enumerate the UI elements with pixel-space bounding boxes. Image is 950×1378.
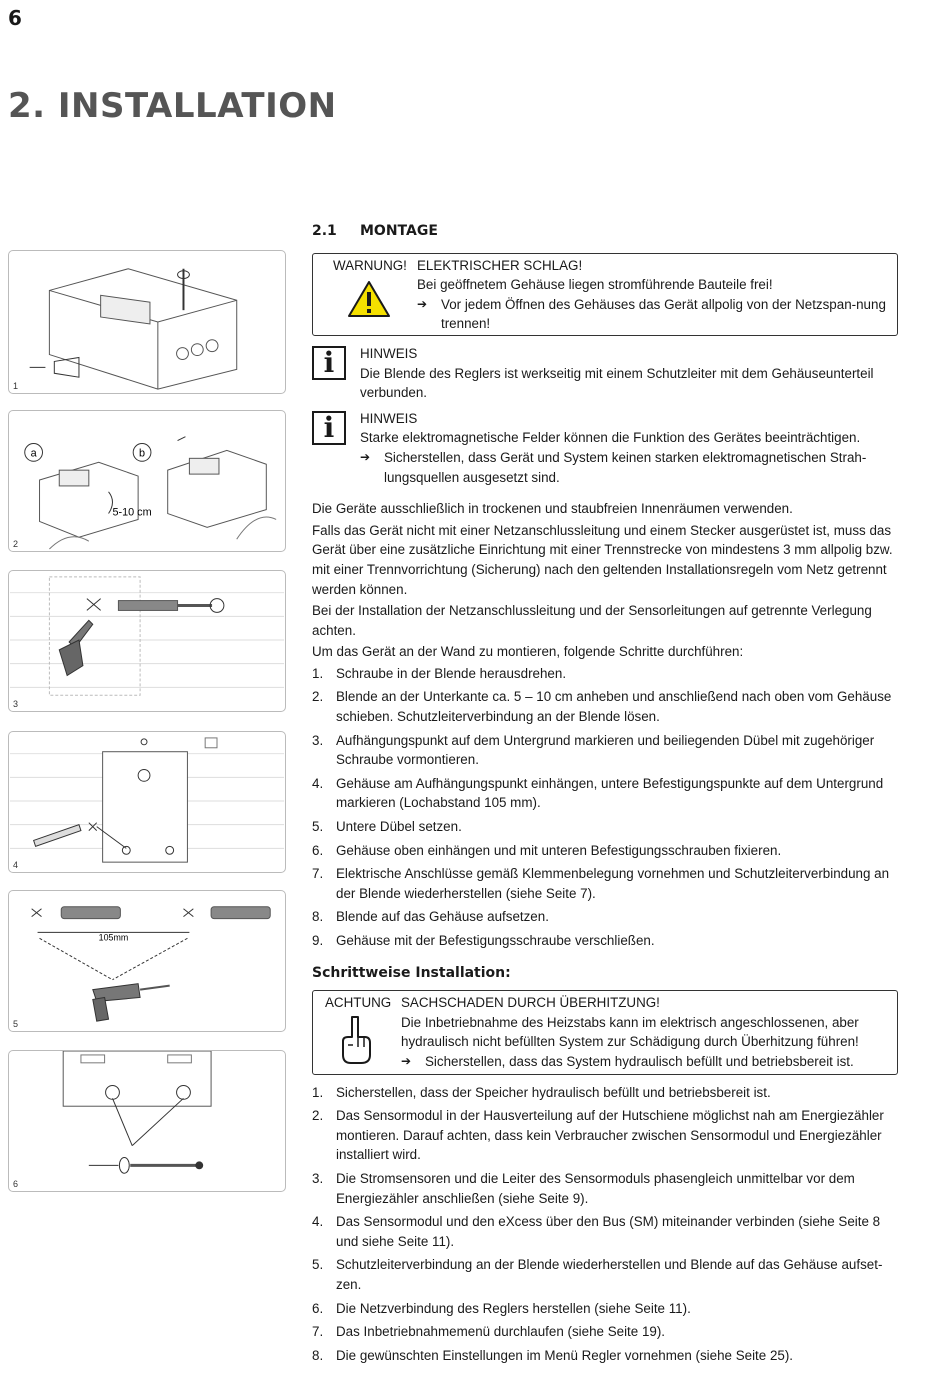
stepwise-title: Schrittweise Installation:: [312, 964, 511, 981]
caution-box: [312, 990, 898, 1074]
list-item: 6. Die Netzverbindung des Reglers herstellen (siehe Seite 11).: [312, 1300, 691, 1316]
cover-removal-illustration: [9, 411, 285, 551]
lower-dowels-illustration: [9, 891, 285, 1031]
info-icon: i: [312, 411, 346, 445]
list-item: 3. Aufhängungspunkt auf dem Untergrund markieren und beiliegenden Dübel mit zugehöriger Schraube vormontieren.: [312, 732, 875, 768]
paragraph: Bei der Installation der Netzanschlussleitung und der Sensorleitungen auf getrennte Verlegung achten.: [312, 603, 872, 638]
paragraph: Die Geräte ausschließlich in trockenen und staubfreien Innenräumen verwenden.: [312, 501, 793, 517]
fix-screws-illustration: [9, 1051, 285, 1191]
info-icon: i: [312, 346, 346, 380]
list-item: 2. Blende an der Unterkante ca. 5 – 10 cm anheben und anschließend nach oben vom Gehäuse schieben. Schutzleiterverbindung an der Blende lösen.: [312, 689, 892, 725]
paragraph: Falls das Gerät nicht mit einer Netzanschlussleitung und einem Stecker ausgerüstet ist, muss das Gerät über eine zusätzliche Einrichtung mit einer Trennstrecke von mindestens 3 mm allpolig bzw. mit einer Trennvorrichtung (Sicherung) nach den geltenden Installationsregeln vom Netz getrennt werden können.: [312, 522, 893, 597]
page-number: 6: [8, 6, 22, 30]
note-text: Starke elektromagnetische Felder können die Funktion des Gerätes beeinträchtigen.: [360, 430, 861, 446]
caution-action-text: Sicherstellen, dass das System hydraulisch befüllt und betriebsbereit ist.: [425, 1053, 854, 1069]
figure-2-label-a: a: [30, 447, 37, 460]
list-item: 1. Sicherstellen, dass der Speicher hydraulisch befüllt und betriebsbereit ist.: [312, 1084, 771, 1100]
caution-action: [401, 1052, 889, 1072]
figure-2-label-b: b: [139, 447, 146, 460]
wall-unit-illustration: [9, 251, 285, 393]
section-heading: [312, 222, 898, 242]
warning-title: ELEKTRISCHER SCHLAG!: [417, 257, 583, 273]
note-1: [312, 344, 898, 403]
note-kind: HINWEIS: [360, 345, 418, 361]
list-item: 5. Untere Dübel setzen.: [312, 819, 462, 835]
arrow-icon: ➔: [417, 296, 428, 311]
list-item: 8. Blende auf das Gehäuse aufsetzen.: [312, 909, 549, 925]
note-action-text: Sicherstellen, dass Gerät und System keinen starken elektromagnetischen Strah-lungsquellen ausgesetzt sind.: [384, 449, 867, 485]
figure-2: [8, 410, 286, 552]
figure-number: 2: [13, 539, 19, 549]
warning-action-text: Vor jedem Öffnen des Gehäuses das Gerät allpolig von der Netzspan-nung trennen!: [441, 296, 886, 332]
warning-box: [312, 253, 898, 336]
warning-text: Bei geöffnetem Gehäuse liegen stromführende Bauteile frei!: [417, 277, 773, 293]
arrow-icon: ➔: [401, 1053, 412, 1068]
paragraph: Um das Gerät an der Wand zu montieren, folgende Schritte durchführen:: [312, 644, 744, 660]
figure-number: 3: [13, 699, 19, 709]
note-action: [360, 448, 898, 487]
figure-number: 4: [13, 860, 19, 870]
main-content: [312, 222, 898, 1369]
list-item: 4. Das Sensormodul und den eXcess über den Bus (SM) miteinander verbinden (siehe Seite 8 und siehe Seite 11).: [312, 1214, 881, 1249]
figure-6: [8, 1050, 286, 1192]
caution-title: SACHSCHADEN DURCH ÜBERHITZUNG!: [401, 995, 660, 1011]
marking-illustration: [9, 732, 285, 872]
mount-steps-list: [312, 664, 898, 951]
note-kind: HINWEIS: [360, 410, 418, 426]
figure-5-distance-label: 105mm: [98, 932, 129, 943]
figure-4: [8, 731, 286, 873]
note-text: Die Blende des Reglers ist werkseitig mit einem Schutzleiter mit dem Gehäuseunterteil verbunden.: [360, 365, 874, 401]
figure-5: [8, 890, 286, 1032]
pointing-hand-icon: [339, 1015, 373, 1065]
list-item: 5. Schutzleiterverbindung an der Blende wiederherstellen und Blende auf das Gehäuse aufset-zen.: [312, 1257, 883, 1292]
section-title: MONTAGE: [360, 223, 438, 239]
figure-1: [8, 250, 286, 394]
caution-text: Die Inbetriebnahme des Heizstabs kann im elektrisch angeschlossenen, aber hydraulisch nicht befüllten System zur Schädigung durch Überhitzung führen!: [401, 1014, 859, 1050]
list-item: 2. Das Sensormodul in der Hausverteilung auf der Hutschiene möglichst nah am Energiezähler montieren. Darauf achten, dass kein Verbraucher zwischen Sensormodul und Energiezähler installiert wird.: [312, 1108, 884, 1163]
figure-number: 6: [13, 1179, 19, 1189]
figure-number: 5: [13, 1019, 19, 1029]
drill-dowel-illustration: [9, 571, 285, 711]
chapter-title: 2. INSTALLATION: [8, 86, 337, 126]
figure-3: [8, 570, 286, 712]
list-item: 9. Gehäuse mit der Befestigungsschraube verschließen.: [312, 933, 655, 948]
install-steps-list: [312, 1083, 898, 1366]
list-item: 7. Das Inbetriebnahmemenü durchlaufen (siehe Seite 19).: [312, 1324, 666, 1340]
warning-kind: WARNUNG!: [333, 257, 407, 273]
list-item: 7. Elektrische Anschlüsse gemäß Klemmenbelegung vornehmen und Schutzleiterverbindung an der Blende wiederherstellen (siehe Seite 7).: [312, 866, 890, 901]
list-item: 4. Gehäuse am Aufhängungspunkt einhängen, untere Befestigungspunkte auf dem Untergrund markieren (Lochabstand 105 mm).: [312, 775, 884, 811]
caution-kind: ACHTUNG: [325, 995, 392, 1011]
arrow-icon: ➔: [360, 449, 371, 464]
list-item: 1. Schraube in der Blende herausdrehen.: [312, 665, 567, 681]
warning-triangle-icon: [347, 280, 391, 318]
note-2: [312, 409, 898, 487]
warning-action: [417, 295, 889, 334]
list-item: 8. Die gewünschten Einstellungen im Menü Regler vornehmen (siehe Seite 25).: [312, 1347, 794, 1363]
figure-number: 1: [13, 381, 19, 391]
list-item: 6. Gehäuse oben einhängen und mit unteren Befestigungsschrauben fixieren.: [312, 842, 782, 858]
section-number: 2.1: [312, 223, 337, 239]
figure-2-label-distance: 5-10 cm: [112, 506, 152, 519]
list-item: 3. Die Stromsensoren und die Leiter des Sensormoduls phasengleich unmittelbar vor dem Energiezähler anschließen (siehe Seite 9).: [312, 1170, 855, 1206]
